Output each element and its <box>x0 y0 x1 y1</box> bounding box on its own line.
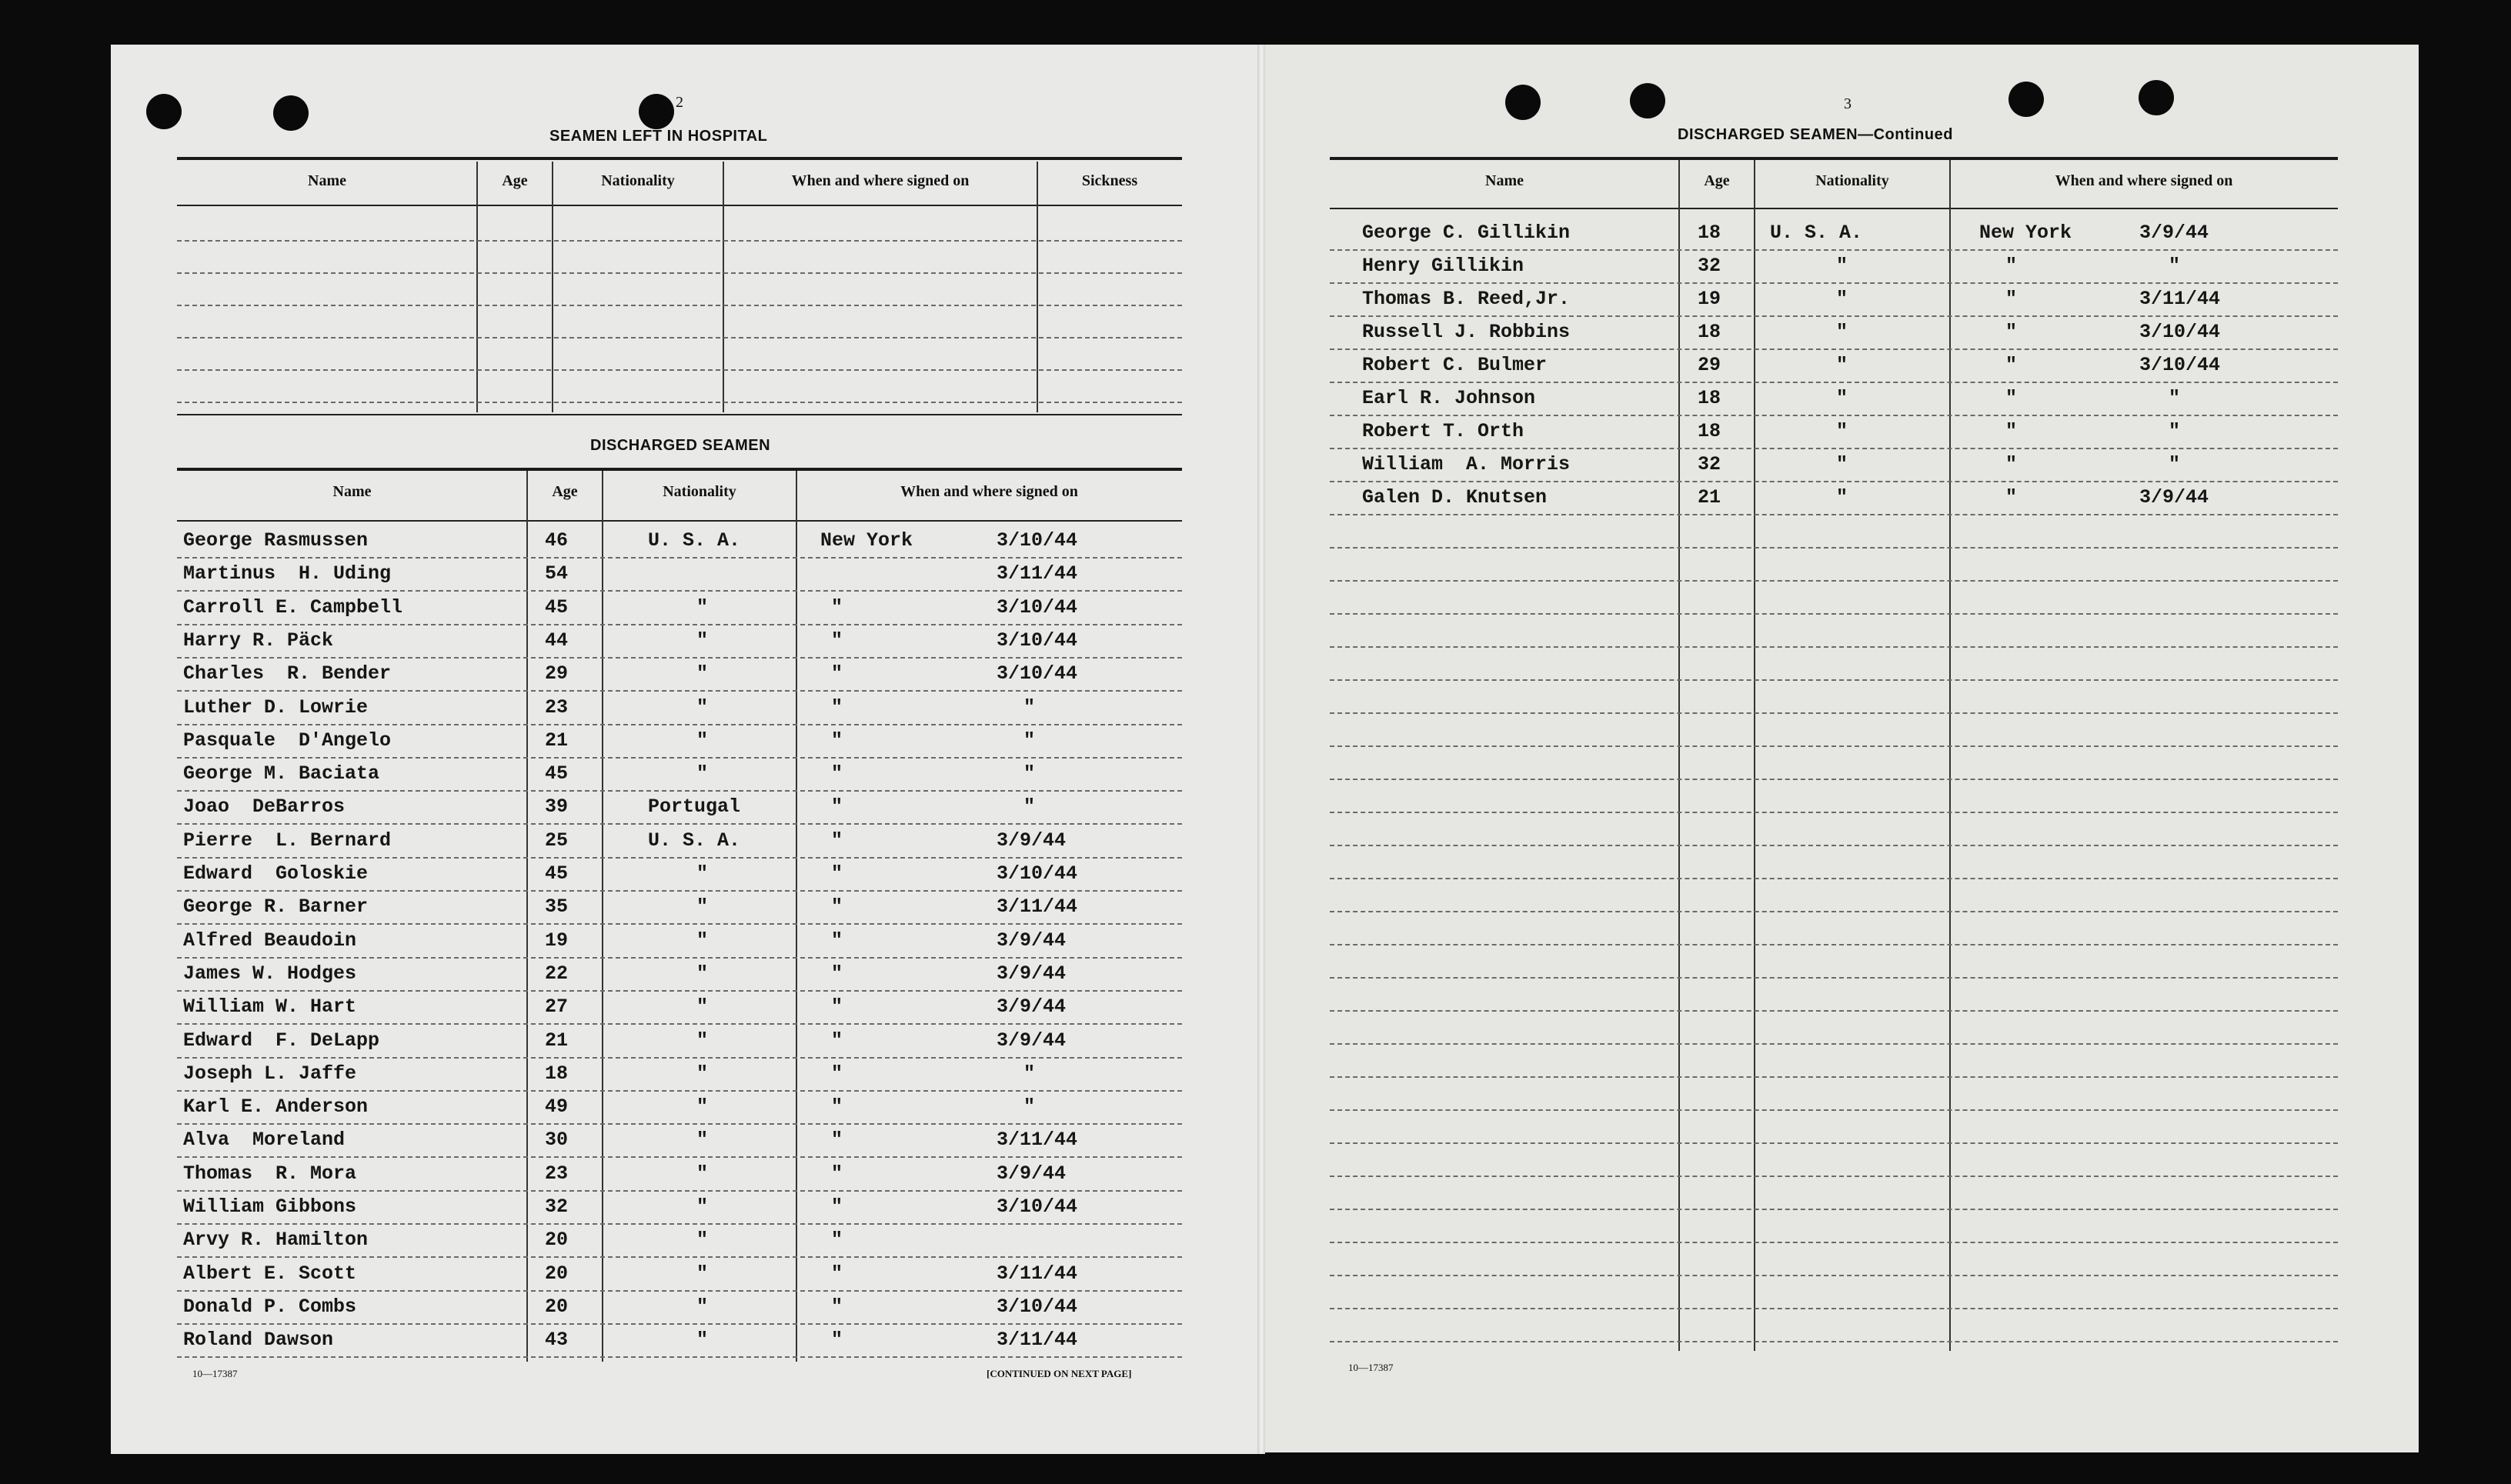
seaman-nationality: " <box>1836 486 1848 509</box>
ruled-line <box>177 1057 1182 1059</box>
seaman-age: 25 <box>545 829 569 852</box>
seaman-signed-on-date: 3/11/44 <box>997 1329 1078 1351</box>
seaman-age: 20 <box>545 1229 569 1251</box>
seaman-name: Edward F. DeLapp <box>183 1029 380 1052</box>
seaman-signed-on-place: " <box>831 895 843 918</box>
seaman-signed-on-date: " <box>2169 420 2181 442</box>
seaman-age: 44 <box>545 629 569 652</box>
hospital-ruled-line <box>177 272 1182 274</box>
seaman-name: Earl R. Johnson <box>1362 387 1536 409</box>
hospital-ruled-line <box>177 369 1182 371</box>
seaman-age: 18 <box>1698 387 1721 409</box>
seaman-age: 49 <box>545 1095 569 1118</box>
seaman-name: Edward Goloskie <box>183 862 369 885</box>
ruled-line <box>1330 679 2338 681</box>
seaman-nationality: " <box>696 1196 709 1218</box>
ruled-line <box>177 724 1182 725</box>
ruled-line <box>177 590 1182 592</box>
right-table-top-rule <box>1330 157 2338 160</box>
ruled-line <box>1330 1043 2338 1045</box>
seaman-nationality: " <box>696 1162 709 1185</box>
seaman-signed-on-date: 3/10/44 <box>997 662 1078 685</box>
seaman-age: 32 <box>545 1196 569 1218</box>
seaman-signed-on-date: 3/9/44 <box>2139 486 2209 509</box>
seaman-name: Alva Moreland <box>183 1129 346 1151</box>
seaman-signed-on-place: " <box>831 1296 843 1318</box>
ruled-line <box>1330 448 2338 449</box>
seaman-nationality: " <box>696 729 709 752</box>
seaman-nationality: " <box>696 1062 709 1085</box>
ruled-line <box>177 790 1182 792</box>
seaman-name: Luther D. Lowrie <box>183 696 369 719</box>
seaman-name: William W. Hart <box>183 995 357 1018</box>
seaman-signed-on-date: 3/9/44 <box>997 1029 1067 1052</box>
seaman-age: 21 <box>545 729 569 752</box>
ruled-line <box>1330 1341 2338 1342</box>
seaman-signed-on-place: New York <box>820 529 913 552</box>
right-header-rule <box>1330 208 2338 209</box>
seaman-age: 32 <box>1698 255 1721 277</box>
ruled-line <box>1330 712 2338 714</box>
seaman-age: 39 <box>545 795 569 818</box>
ruled-line <box>1330 249 2338 251</box>
punch-hole-icon <box>146 94 182 129</box>
seaman-age: 18 <box>1698 321 1721 343</box>
seaman-nationality: " <box>696 629 709 652</box>
ruled-line <box>177 823 1182 825</box>
seaman-age: 23 <box>545 1162 569 1185</box>
ruled-line <box>1330 1242 2338 1243</box>
seaman-nationality: " <box>696 929 709 952</box>
ruled-line <box>1330 812 2338 813</box>
seaman-age: 35 <box>545 895 569 918</box>
ruled-line <box>1330 1142 2338 1144</box>
seaman-signed-on-place: " <box>2005 387 2018 409</box>
ruled-line <box>1330 878 2338 879</box>
ruled-line <box>177 1256 1182 1258</box>
seaman-name: Albert E. Scott <box>183 1262 357 1285</box>
seaman-age: 46 <box>545 529 569 552</box>
ruled-line <box>177 1323 1182 1325</box>
seaman-nationality: " <box>696 1229 709 1251</box>
seaman-signed-on-place: " <box>831 862 843 885</box>
seaman-signed-on-place: " <box>831 1262 843 1285</box>
seaman-name: Karl E. Anderson <box>183 1095 369 1118</box>
seaman-signed-on-place: " <box>2005 453 2018 475</box>
seaman-nationality: " <box>696 962 709 985</box>
ruled-line <box>177 690 1182 692</box>
hospital-header-rule <box>177 205 1182 206</box>
seaman-name: Pasquale D'Angelo <box>183 729 392 752</box>
ruled-line <box>177 1123 1182 1125</box>
seaman-nationality: " <box>696 662 709 685</box>
seaman-age: 19 <box>1698 288 1721 310</box>
seaman-name: George Rasmussen <box>183 529 369 552</box>
ruled-line <box>177 1356 1182 1358</box>
seaman-name: Russell J. Robbins <box>1362 321 1571 343</box>
discharged-col-divider <box>526 471 528 1362</box>
seaman-age: 27 <box>545 995 569 1018</box>
ruled-line <box>177 990 1182 992</box>
seaman-age: 43 <box>545 1329 569 1351</box>
punch-hole-icon <box>2008 82 2044 117</box>
discharged-header-signed-on: When and where signed on <box>900 483 1078 500</box>
seaman-age: 45 <box>545 596 569 619</box>
hospital-ruled-line <box>177 240 1182 242</box>
seaman-signed-on-place: " <box>831 995 843 1018</box>
ruled-line <box>177 624 1182 625</box>
seaman-nationality: " <box>696 596 709 619</box>
seaman-signed-on-place: " <box>831 1162 843 1185</box>
ruled-line <box>1330 1109 2338 1111</box>
seaman-signed-on-date: " <box>1023 696 1036 719</box>
seaman-name: James W. Hodges <box>183 962 357 985</box>
seaman-age: 45 <box>545 762 569 785</box>
ruled-line <box>1330 977 2338 979</box>
right-col-divider <box>1754 160 1755 1351</box>
right-col-divider <box>1678 160 1680 1351</box>
punch-hole-icon <box>1505 85 1541 120</box>
seaman-nationality: " <box>696 1095 709 1118</box>
hospital-table-bottom-rule <box>177 414 1182 415</box>
ruled-line <box>1330 382 2338 383</box>
seaman-nationality: " <box>696 1262 709 1285</box>
seaman-signed-on-place: " <box>831 829 843 852</box>
seaman-signed-on-place: " <box>2005 354 2018 376</box>
ruled-line <box>177 923 1182 925</box>
seaman-signed-on-place: " <box>831 1029 843 1052</box>
hospital-header-nationality: Nationality <box>601 172 675 189</box>
seaman-signed-on-date: " <box>2169 453 2181 475</box>
ruled-line <box>177 757 1182 759</box>
seaman-signed-on-place: " <box>2005 288 2018 310</box>
seaman-age: 23 <box>545 696 569 719</box>
ruled-line <box>1330 315 2338 317</box>
seaman-signed-on-place: " <box>831 962 843 985</box>
seaman-name: Pierre L. Bernard <box>183 829 392 852</box>
seaman-signed-on-place: " <box>831 596 843 619</box>
seaman-name: Roland Dawson <box>183 1329 334 1351</box>
seaman-signed-on-date: 3/10/44 <box>997 1296 1078 1318</box>
seaman-signed-on-date: 3/10/44 <box>997 629 1078 652</box>
ruled-line <box>177 1290 1182 1292</box>
hospital-header-sickness: Sickness <box>1081 172 1138 189</box>
hospital-section-title: SEAMEN LEFT IN HOSPITAL <box>549 128 768 145</box>
hospital-header-age: Age <box>502 172 528 189</box>
discharged-col-divider <box>602 471 603 1362</box>
right-header-nationality: Nationality <box>1815 172 1889 189</box>
ruled-line <box>1330 911 2338 912</box>
seaman-signed-on-place: " <box>2005 255 2018 277</box>
right-header-age: Age <box>1704 172 1730 189</box>
seaman-name: Henry Gillikin <box>1362 255 1524 277</box>
ruled-line <box>1330 514 2338 515</box>
seaman-signed-on-date: 3/9/44 <box>997 1162 1067 1185</box>
seaman-age: 18 <box>545 1062 569 1085</box>
seaman-name: Carroll E. Campbell <box>183 596 403 619</box>
seaman-nationality: " <box>696 1129 709 1151</box>
seaman-age: 18 <box>1698 420 1721 442</box>
seaman-name: Donald P. Combs <box>183 1296 357 1318</box>
seaman-age: 32 <box>1698 453 1721 475</box>
seaman-signed-on-place: " <box>831 1329 843 1351</box>
seaman-signed-on-place: " <box>831 795 843 818</box>
seaman-nationality: " <box>1836 420 1848 442</box>
hospital-col-divider <box>552 162 553 412</box>
seaman-signed-on-date: 3/11/44 <box>997 562 1078 585</box>
punch-hole-icon <box>2139 80 2174 115</box>
ruled-line <box>1330 547 2338 549</box>
form-number: 10—17387 <box>1348 1362 1394 1373</box>
seaman-signed-on-place: " <box>2005 486 2018 509</box>
seaman-nationality: " <box>696 762 709 785</box>
seaman-nationality: " <box>1836 321 1848 343</box>
seaman-signed-on-date: 3/10/44 <box>997 1196 1078 1218</box>
discharged-header-nationality: Nationality <box>663 483 736 500</box>
seaman-nationality: U. S. A. <box>648 829 741 852</box>
page-number: 2 <box>676 94 683 111</box>
seaman-signed-on-date: " <box>1023 729 1036 752</box>
seaman-name: Joao DeBarros <box>183 795 346 818</box>
seaman-nationality: " <box>1836 387 1848 409</box>
page-number: 3 <box>1844 95 1852 112</box>
seaman-signed-on-date: " <box>1023 762 1036 785</box>
seaman-age: 20 <box>545 1262 569 1285</box>
ruled-line <box>1330 1010 2338 1012</box>
seaman-nationality: " <box>1836 453 1848 475</box>
hospital-ruled-line <box>177 305 1182 306</box>
discharged-header-age: Age <box>552 483 578 500</box>
hospital-header-signed-on: When and where signed on <box>791 172 970 189</box>
seaman-signed-on-date: 3/10/44 <box>997 862 1078 885</box>
seaman-nationality: " <box>696 1296 709 1318</box>
seaman-name: Robert C. Bulmer <box>1362 354 1548 376</box>
seaman-name: Alfred Beaudoin <box>183 929 357 952</box>
seaman-signed-on-date: 3/9/44 <box>997 962 1067 985</box>
seaman-name: William Gibbons <box>183 1196 357 1218</box>
seaman-signed-on-date: " <box>1023 1062 1036 1085</box>
seaman-age: 21 <box>1698 486 1721 509</box>
ruled-line <box>1330 779 2338 780</box>
seaman-signed-on-place: " <box>831 1095 843 1118</box>
seaman-age: 30 <box>545 1129 569 1151</box>
ruled-line <box>1330 481 2338 482</box>
seaman-signed-on-date: 3/10/44 <box>997 596 1078 619</box>
seaman-signed-on-place: New York <box>1979 222 2072 244</box>
punch-hole-icon <box>639 94 674 129</box>
hospital-col-divider <box>476 162 478 412</box>
seaman-signed-on-place: " <box>831 696 843 719</box>
seaman-signed-on-date: 3/9/44 <box>997 829 1067 852</box>
seaman-age: 20 <box>545 1296 569 1318</box>
discharged-header-name: Name <box>332 483 372 500</box>
hospital-ruled-line <box>177 402 1182 403</box>
ruled-line <box>177 857 1182 859</box>
ruled-line <box>177 1023 1182 1025</box>
seaman-signed-on-place: " <box>831 1062 843 1085</box>
discharged-header-rule <box>177 520 1182 522</box>
seaman-name: George R. Barner <box>183 895 369 918</box>
hospital-col-divider <box>1037 162 1038 412</box>
ruled-line <box>1330 348 2338 350</box>
ruled-line <box>1330 646 2338 648</box>
ruled-line <box>177 957 1182 959</box>
ruled-line <box>1330 745 2338 747</box>
seaman-age: 54 <box>545 562 569 585</box>
ruled-line <box>1330 845 2338 846</box>
seaman-signed-on-date: " <box>2169 255 2181 277</box>
ruled-line <box>1330 1076 2338 1078</box>
seaman-name: William A. Morris <box>1362 453 1571 475</box>
punch-hole-icon <box>1630 83 1665 118</box>
seaman-age: 19 <box>545 929 569 952</box>
seaman-signed-on-place: " <box>831 1129 843 1151</box>
seaman-nationality: " <box>1836 288 1848 310</box>
ruled-line <box>177 890 1182 892</box>
discharged-table-top-rule <box>177 468 1182 471</box>
seaman-name: Robert T. Orth <box>1362 420 1524 442</box>
right-col-divider <box>1949 160 1951 1351</box>
seaman-signed-on-date: 3/11/44 <box>2139 288 2221 310</box>
discharged-col-divider <box>796 471 797 1362</box>
seaman-name: Martinus H. Uding <box>183 562 392 585</box>
hospital-header-name: Name <box>308 172 346 189</box>
ruled-line <box>1330 613 2338 615</box>
seaman-name: Harry R. Päck <box>183 629 334 652</box>
seaman-signed-on-date: 3/9/44 <box>2139 222 2209 244</box>
seaman-signed-on-place: " <box>831 929 843 952</box>
seaman-signed-on-place: " <box>831 1196 843 1218</box>
right-header-name: Name <box>1485 172 1524 189</box>
hospital-ruled-line <box>177 337 1182 338</box>
hospital-table-top-rule <box>177 157 1182 160</box>
ruled-line <box>177 657 1182 659</box>
seaman-age: 21 <box>545 1029 569 1052</box>
discharged-continued-title: DISCHARGED SEAMEN—Continued <box>1678 126 1953 143</box>
ruled-line <box>177 557 1182 559</box>
ruled-line <box>177 1190 1182 1192</box>
seaman-name: Thomas R. Mora <box>183 1162 357 1185</box>
ruled-line <box>1330 944 2338 945</box>
hospital-col-divider <box>723 162 724 412</box>
right-header-signed-on: When and where signed on <box>2055 172 2233 189</box>
seaman-name: Charles R. Bender <box>183 662 392 685</box>
seaman-nationality: " <box>696 895 709 918</box>
seaman-nationality: Portugal <box>648 795 741 818</box>
seaman-signed-on-date: " <box>1023 1095 1036 1118</box>
seaman-signed-on-place: " <box>831 662 843 685</box>
seaman-nationality: U. S. A. <box>648 529 741 552</box>
seaman-signed-on-date: 3/11/44 <box>997 1129 1078 1151</box>
ruled-line <box>1330 1275 2338 1276</box>
ruled-line <box>1330 1308 2338 1309</box>
seaman-name: Galen D. Knutsen <box>1362 486 1548 509</box>
punch-hole-icon <box>273 95 309 131</box>
seaman-signed-on-place: " <box>831 1229 843 1251</box>
ruled-line <box>1330 282 2338 284</box>
seaman-nationality: U. S. A. <box>1770 222 1863 244</box>
seaman-signed-on-date: 3/11/44 <box>997 895 1078 918</box>
seaman-name: George M. Baciata <box>183 762 380 785</box>
seaman-name: George C. Gillikin <box>1362 222 1571 244</box>
seaman-name: Joseph L. Jaffe <box>183 1062 357 1085</box>
seaman-age: 29 <box>545 662 569 685</box>
seaman-age: 45 <box>545 862 569 885</box>
ruled-line <box>177 1223 1182 1225</box>
ruled-line <box>177 1090 1182 1092</box>
ruled-line <box>1330 1176 2338 1177</box>
seaman-signed-on-date: 3/10/44 <box>997 529 1078 552</box>
continued-note: [CONTINUED ON NEXT PAGE] <box>987 1368 1132 1379</box>
ruled-line <box>177 1156 1182 1158</box>
ruled-line <box>1330 1209 2338 1210</box>
form-number: 10—17387 <box>192 1368 238 1379</box>
seaman-signed-on-date: " <box>2169 387 2181 409</box>
seaman-age: 18 <box>1698 222 1721 244</box>
seaman-signed-on-date: 3/10/44 <box>2139 354 2221 376</box>
seaman-nationality: " <box>1836 354 1848 376</box>
seaman-signed-on-date: 3/11/44 <box>997 1262 1078 1285</box>
ruled-line <box>1330 415 2338 416</box>
seaman-nationality: " <box>696 995 709 1018</box>
seaman-signed-on-place: " <box>2005 420 2018 442</box>
seaman-nationality: " <box>696 1329 709 1351</box>
seaman-signed-on-date: 3/10/44 <box>2139 321 2221 343</box>
seaman-name: Arvy R. Hamilton <box>183 1229 369 1251</box>
seaman-age: 29 <box>1698 354 1721 376</box>
seaman-name: Thomas B. Reed,Jr. <box>1362 288 1571 310</box>
seaman-nationality: " <box>696 696 709 719</box>
seaman-nationality: " <box>696 862 709 885</box>
seaman-nationality: " <box>696 1029 709 1052</box>
seaman-signed-on-place: " <box>2005 321 2018 343</box>
seaman-signed-on-place: " <box>831 729 843 752</box>
seaman-signed-on-date: 3/9/44 <box>997 995 1067 1018</box>
seaman-signed-on-date: 3/9/44 <box>997 929 1067 952</box>
seaman-signed-on-place: " <box>831 629 843 652</box>
seaman-signed-on-place: " <box>831 762 843 785</box>
seaman-nationality: " <box>1836 255 1848 277</box>
ruled-line <box>1330 580 2338 582</box>
seaman-signed-on-date: " <box>1023 795 1036 818</box>
page-fold <box>1257 45 1265 1454</box>
discharged-section-title: DISCHARGED SEAMEN <box>590 437 771 454</box>
seaman-age: 22 <box>545 962 569 985</box>
